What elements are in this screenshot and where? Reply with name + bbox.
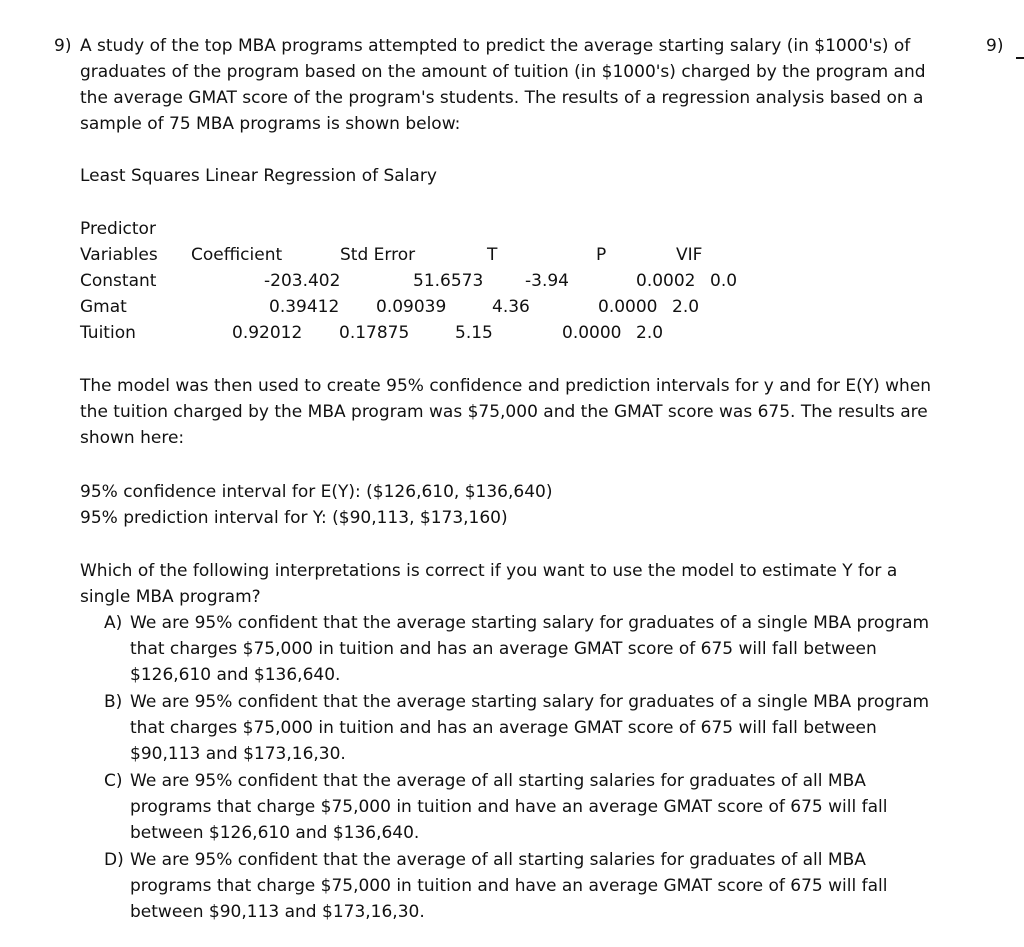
- header-t: T: [487, 245, 498, 265]
- option-letter: B): [104, 692, 123, 712]
- stem-line: the average GMAT score of the program's students. The results of a regression analysis based on a: [80, 88, 924, 108]
- option-line: We are 95% confident that the average starting salary for graduates of a single MBA program: [130, 692, 930, 712]
- option-line: that charges $75,000 in tuition and has an average GMAT score of 675 will fall between: [130, 639, 877, 659]
- question-stem: [80, 33, 960, 137]
- prediction-interval: 95% prediction interval for Y: ($90,113, $173,160): [80, 508, 508, 528]
- option-line: between $126,610 and $136,640.: [130, 823, 420, 843]
- option-letter: A): [104, 613, 123, 633]
- stem-line: sample of 75 MBA programs is shown below:: [80, 114, 461, 134]
- option-line: programs that charge $75,000 in tuition and have an average GMAT score of 675 will fall: [130, 797, 888, 817]
- header-p: P: [596, 245, 607, 265]
- row-name: Tuition: [80, 323, 136, 343]
- cell-p: 0.0000: [598, 297, 658, 317]
- question-line: Which of the following interpretations is correct if you want to use the model to estimate Y for a: [80, 561, 898, 581]
- header-predictor: Predictor: [80, 219, 156, 239]
- interval-description: [80, 373, 980, 451]
- confidence-interval: 95% confidence interval for E(Y): ($126,610, $136,640): [80, 482, 553, 502]
- header-coefficient: Coefficient: [191, 245, 283, 265]
- paragraph-line: The model was then used to create 95% confidence and prediction intervals for y and for E(Y) when: [80, 376, 932, 396]
- row-name: Gmat: [80, 297, 127, 317]
- paragraph-line: the tuition charged by the MBA program was $75,000 and the GMAT score was 675. The results are: [80, 402, 928, 422]
- cell-std-error: 0.09039: [376, 297, 447, 317]
- cell-t: 5.15: [455, 323, 493, 343]
- option-line: between $90,113 and $173,16,30.: [130, 902, 425, 922]
- answer-blank-line: [1016, 57, 1024, 59]
- cell-vif: 0.0: [710, 271, 738, 291]
- header-std-error: Std Error: [340, 245, 416, 265]
- cell-p: 0.0000: [562, 323, 622, 343]
- option-line: programs that charge $75,000 in tuition and have an average GMAT score of 675 will fall: [130, 876, 888, 896]
- question-prompt: [80, 558, 960, 610]
- header-vif: VIF: [676, 245, 703, 265]
- cell-std-error: 51.6573: [413, 271, 484, 291]
- table-title: Least Squares Linear Regression of Salary: [80, 166, 437, 186]
- stem-line: graduates of the program based on the amount of tuition (in $1000's) charged by the program and: [80, 62, 926, 82]
- paragraph-line: shown here:: [80, 428, 185, 448]
- cell-t: -3.94: [525, 271, 569, 291]
- option-line: We are 95% confident that the average starting salary for graduates of a single MBA program: [130, 613, 930, 633]
- cell-vif: 2.0: [672, 297, 700, 317]
- option-line: $90,113 and $173,16,30.: [130, 744, 346, 764]
- option-line: We are 95% confident that the average of all starting salaries for graduates of all MBA: [130, 771, 866, 791]
- row-name: Constant: [80, 271, 157, 291]
- question-number: 9): [54, 36, 72, 56]
- option-line: that charges $75,000 in tuition and has an average GMAT score of 675 will fall between: [130, 718, 877, 738]
- margin-question-number: 9): [986, 36, 1004, 56]
- cell-coefficient: 0.92012: [232, 323, 303, 343]
- cell-coefficient: 0.39412: [269, 297, 340, 317]
- option-letter: D): [104, 850, 124, 870]
- option-line: We are 95% confident that the average of all starting salaries for graduates of all MBA: [130, 850, 866, 870]
- cell-coefficient: -203.402: [264, 271, 341, 291]
- header-variables: Variables: [80, 245, 158, 265]
- option-letter: C): [104, 771, 123, 791]
- option-line: $126,610 and $136,640.: [130, 665, 341, 685]
- question-line: single MBA program?: [80, 587, 261, 607]
- cell-t: 4.36: [492, 297, 530, 317]
- stem-line: A study of the top MBA programs attempted to predict the average starting salary (in $1000's) of: [80, 36, 911, 56]
- cell-vif: 2.0: [636, 323, 664, 343]
- cell-std-error: 0.17875: [339, 323, 410, 343]
- cell-p: 0.0002: [636, 271, 696, 291]
